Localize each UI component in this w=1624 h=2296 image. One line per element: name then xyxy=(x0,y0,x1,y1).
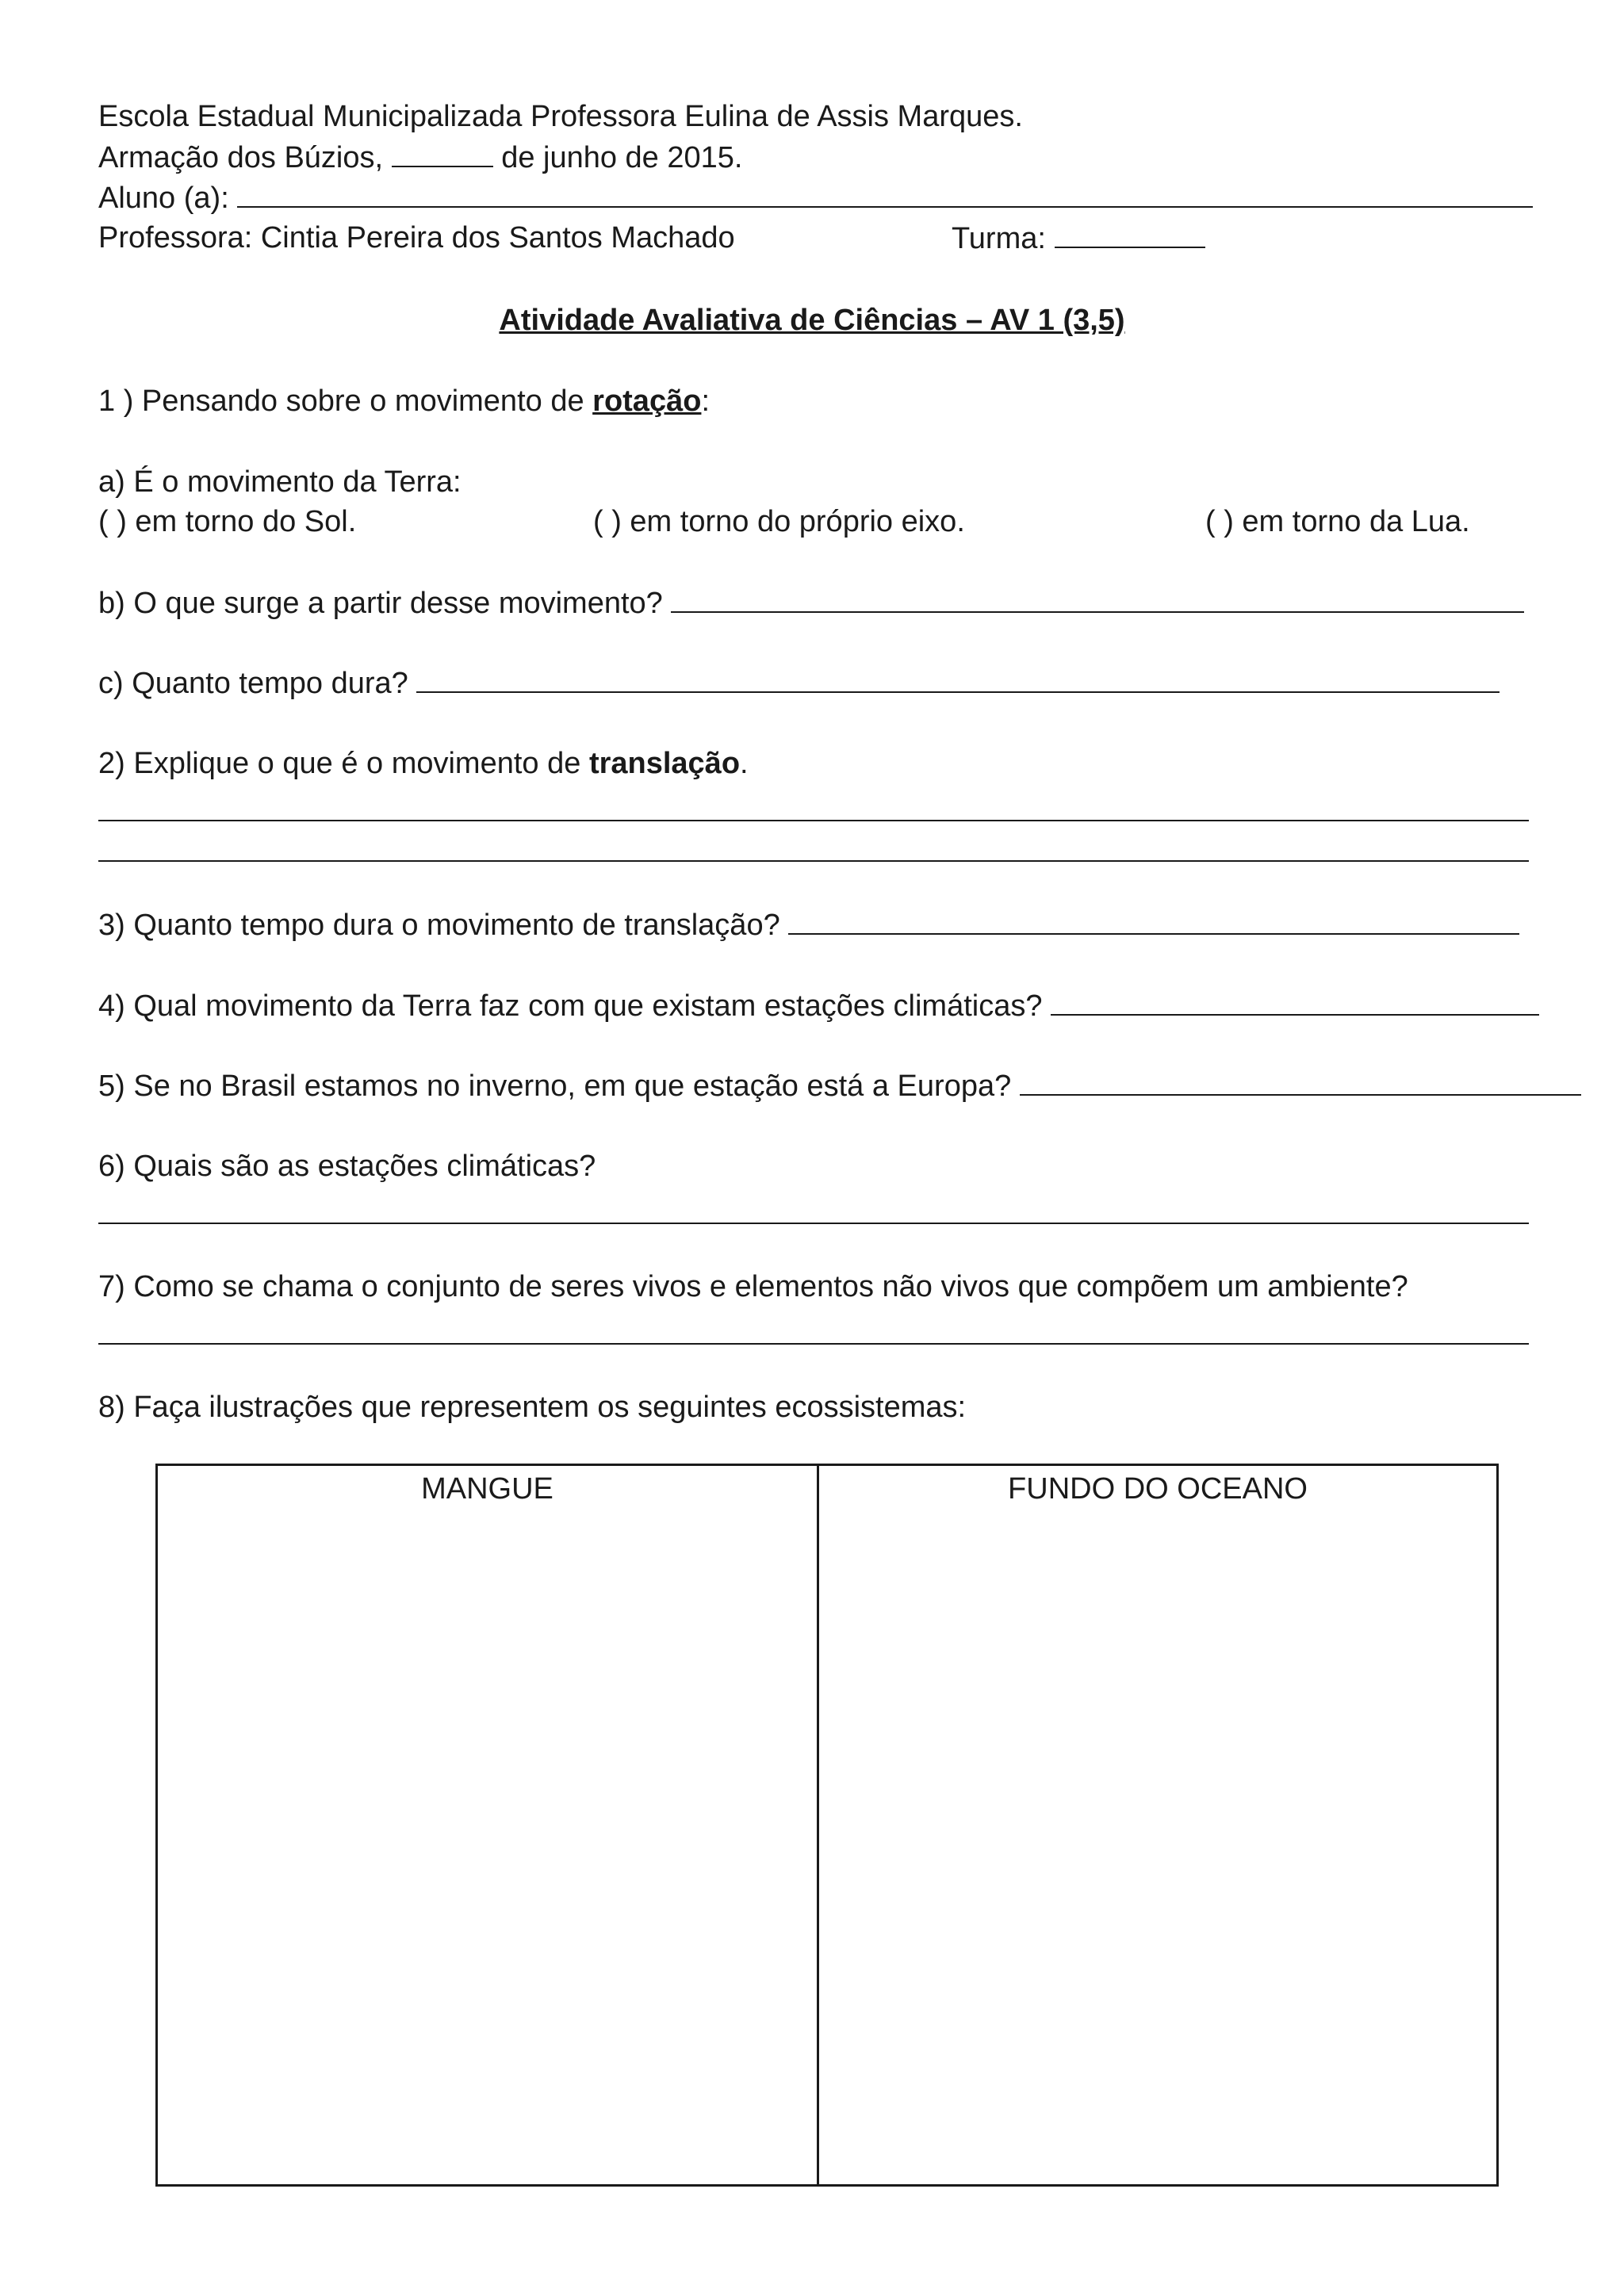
class-blank[interactable] xyxy=(1055,220,1205,248)
mangue-drawing-area[interactable] xyxy=(158,1466,819,2184)
question-2 xyxy=(98,745,749,782)
student-label: Aluno (a): xyxy=(98,182,229,215)
teacher-line xyxy=(98,220,735,256)
question-1c-answer[interactable] xyxy=(416,664,1500,693)
question-7: 7) Como se chama o conjunto de seres vivos e elementos não vivos que compõem um ambiente? xyxy=(98,1270,1408,1303)
question-1b-text: b) O que surge a partir desse movimento? xyxy=(98,587,663,620)
student-name-blank[interactable] xyxy=(237,179,1533,208)
mangue-header: MANGUE xyxy=(421,1472,553,1506)
question-6-answer-line[interactable] xyxy=(98,1223,1529,1224)
question-1-suffix: : xyxy=(701,385,710,418)
day-blank[interactable] xyxy=(392,139,493,167)
school-name: Escola Estadual Municipalizada Professora Eulina de Assis Marques. xyxy=(98,100,1023,133)
date-suffix: de junho de 2015. xyxy=(501,141,743,174)
class-label: Turma: xyxy=(952,222,1046,255)
question-3-answer[interactable] xyxy=(788,906,1519,935)
option-moon[interactable]: ( ) em torno da Lua. xyxy=(1205,505,1470,538)
date-prefix: Armação dos Búzios, xyxy=(98,141,384,174)
question-5-text: 5) Se no Brasil estamos no inverno, em que estação está a Europa? xyxy=(98,1070,1012,1103)
question-4 xyxy=(98,987,1539,1024)
question-4-answer[interactable] xyxy=(1051,987,1539,1016)
question-2-suffix: . xyxy=(740,747,749,780)
ocean-floor-header: FUNDO DO OCEANO xyxy=(1008,1472,1308,1506)
question-1c-text: c) Quanto tempo dura? xyxy=(98,667,408,700)
question-3 xyxy=(98,906,1519,943)
student-line xyxy=(98,179,1533,216)
teacher-name: Professora: Cintia Pereira dos Santos Machado xyxy=(98,221,735,254)
question-7-answer-line[interactable] xyxy=(98,1343,1529,1345)
class-line xyxy=(952,220,1205,257)
question-2-prefix: 2) Explique o que é o movimento de xyxy=(98,747,581,780)
question-6: 6) Quais são as estações climáticas? xyxy=(98,1150,596,1183)
question-1b xyxy=(98,584,1524,622)
question-5 xyxy=(98,1067,1581,1104)
question-1 xyxy=(98,383,710,419)
question-1-keyword: rotação xyxy=(592,385,702,418)
question-2-answer-line-2[interactable] xyxy=(98,860,1529,862)
option-sun[interactable]: ( ) em torno do Sol. xyxy=(98,505,357,538)
ecosystem-drawing-table xyxy=(155,1464,1499,2187)
question-5-answer[interactable] xyxy=(1020,1067,1581,1096)
question-1b-answer[interactable] xyxy=(671,584,1524,613)
question-1-prefix: 1 ) Pensando sobre o movimento de xyxy=(98,385,584,418)
question-1c xyxy=(98,664,1500,702)
page-title: Atividade Avaliativa de Ciências – AV 1 (3,5) xyxy=(499,304,1125,337)
ocean-floor-drawing-area[interactable] xyxy=(819,1466,1496,2184)
question-3-text: 3) Quanto tempo dura o movimento de translação? xyxy=(98,909,780,942)
date-line xyxy=(98,139,742,176)
option-own-axis[interactable]: ( ) em torno do próprio eixo. xyxy=(593,505,965,538)
question-1a: a) É o movimento da Terra: xyxy=(98,465,462,499)
question-4-text: 4) Qual movimento da Terra faz com que existam estações climáticas? xyxy=(98,989,1043,1023)
question-2-answer-line-1[interactable] xyxy=(98,820,1529,821)
question-8: 8) Faça ilustrações que representem os seguintes ecossistemas: xyxy=(98,1391,967,1424)
question-2-keyword: translação xyxy=(588,747,741,780)
